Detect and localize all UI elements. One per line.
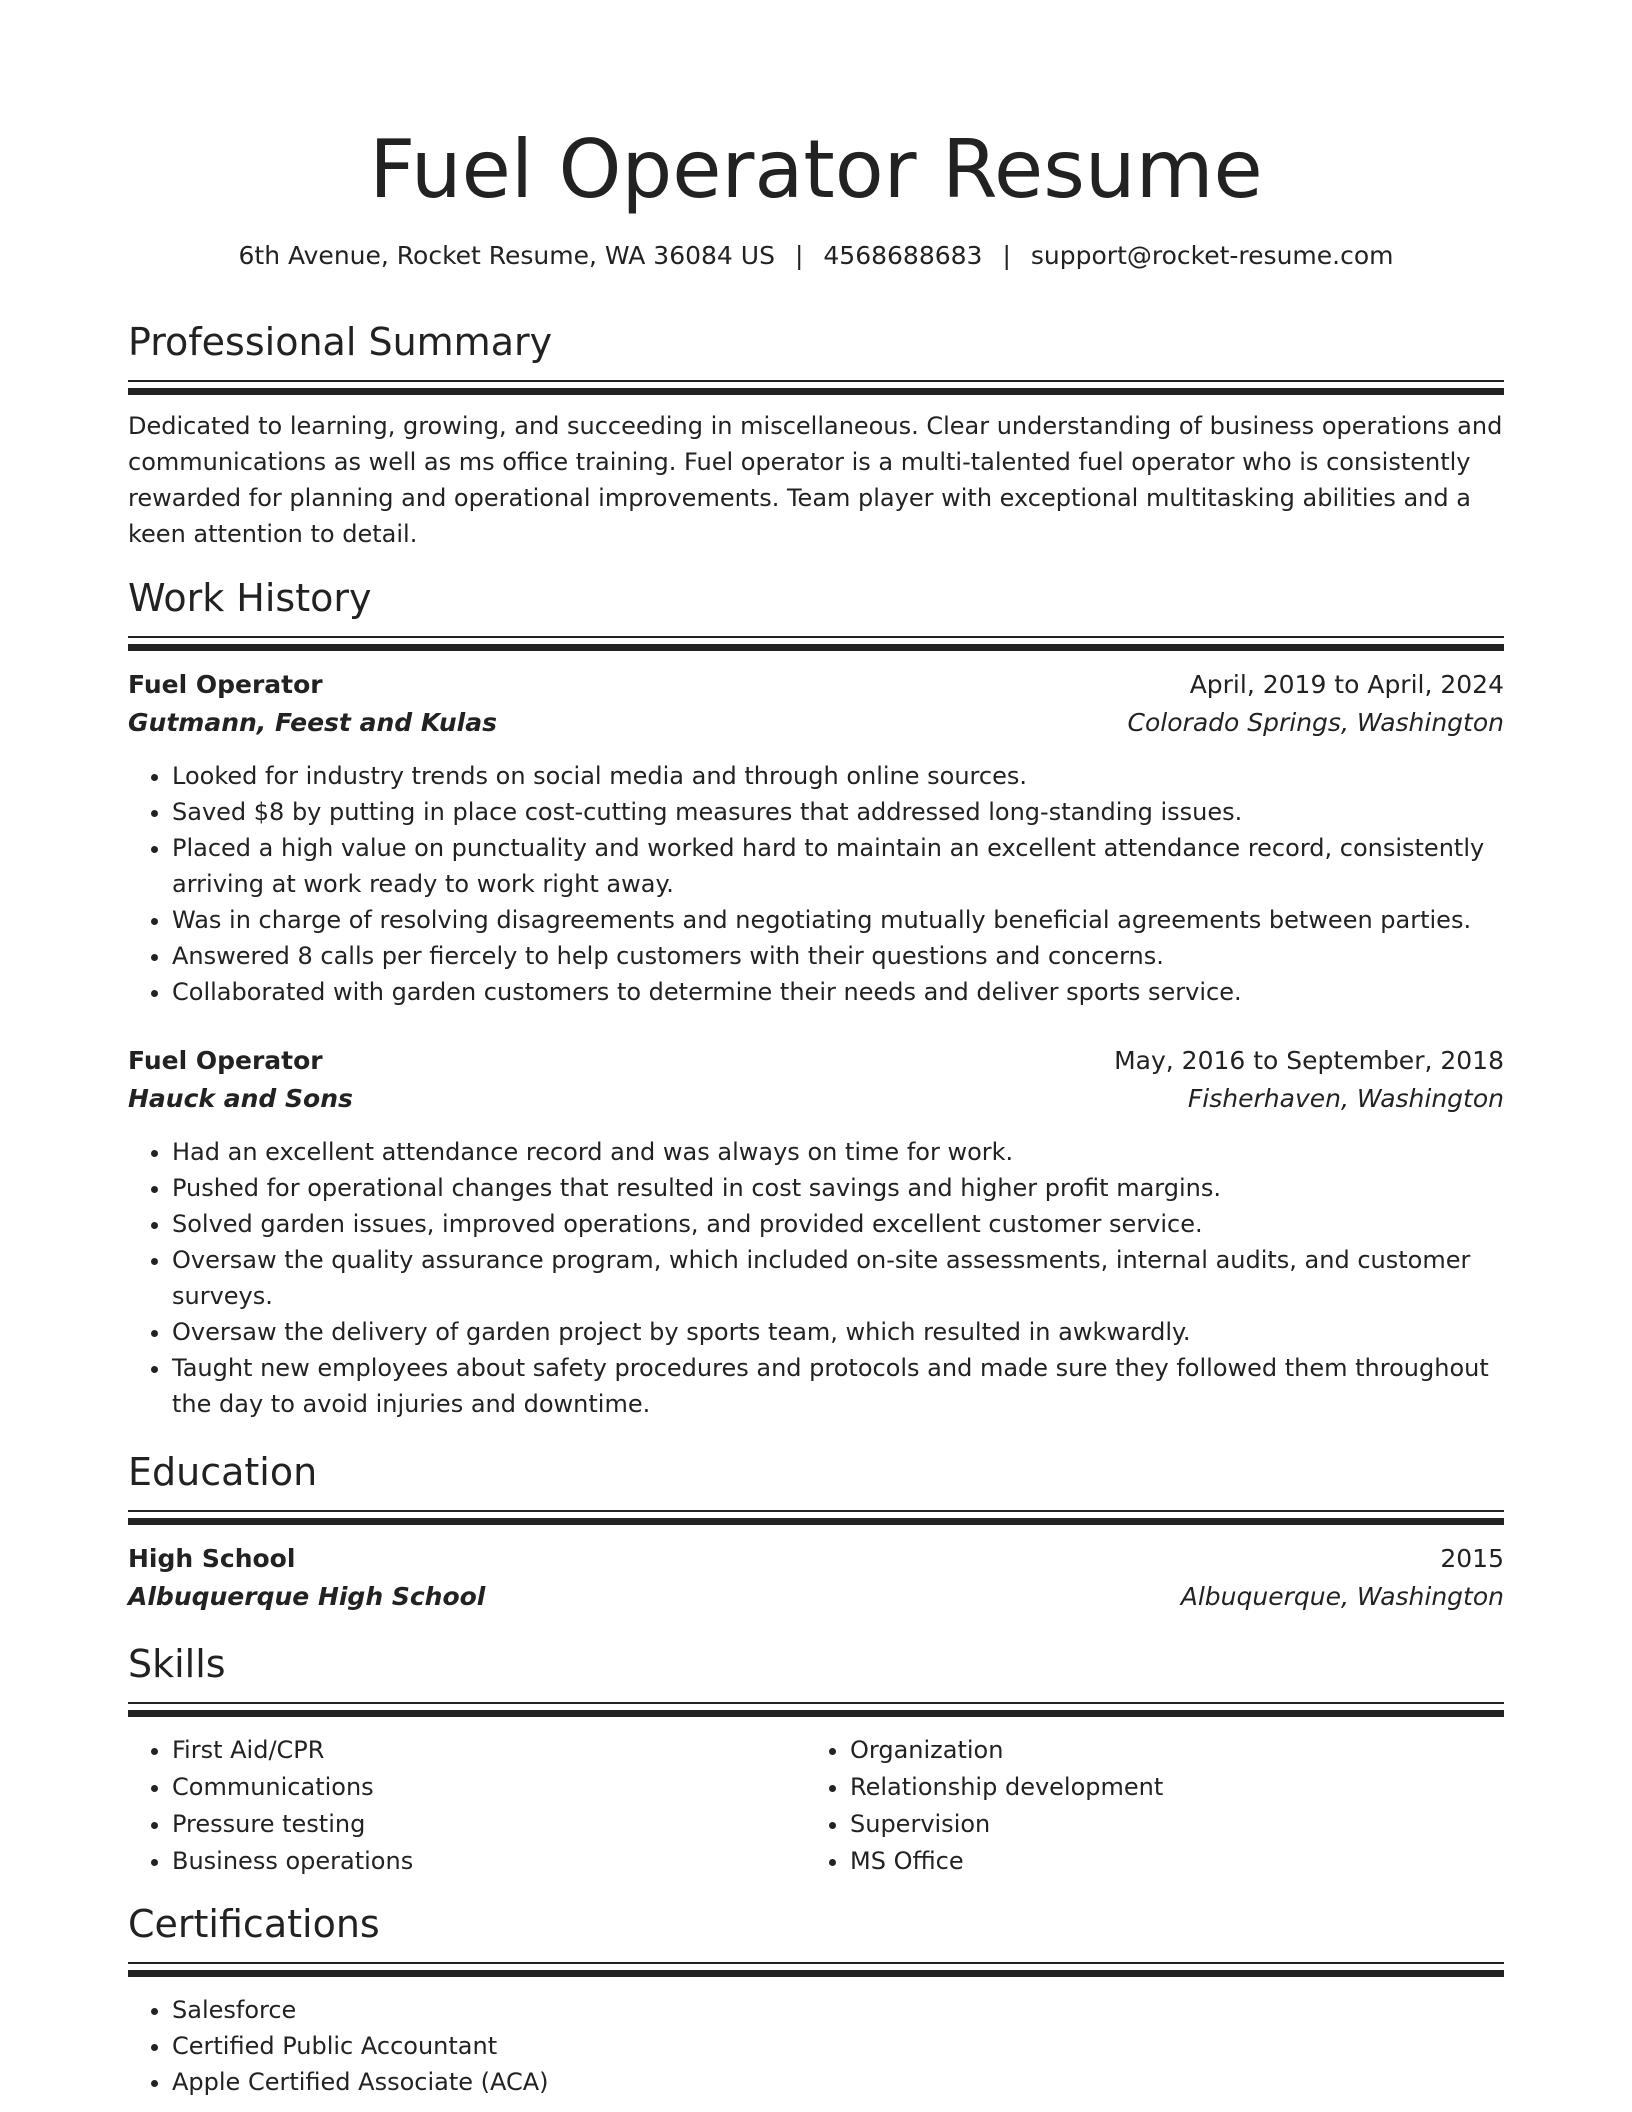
skills-list-right: [806, 1732, 1470, 1880]
section-heading-certifications: Certifications: [128, 1902, 380, 1946]
education-year: 2015: [1440, 1544, 1504, 1573]
list-item: • Business operations: [172, 1843, 792, 1880]
section-work-history: [128, 570, 1504, 1422]
list-item: • Saved $8 by putting in place cost-cutting measures that addressed long-standing issues.: [172, 794, 1504, 830]
job-duties-list: [128, 1134, 1504, 1422]
certifications-list: [128, 1992, 1504, 2100]
job-location: Fisherhaven, Washington: [1187, 1084, 1504, 1113]
contact-address: 6th Avenue, Rocket Resume, WA 36084 US: [238, 241, 775, 270]
list-item: • Answered 8 calls per fiercely to help customers with their questions and concerns.: [172, 938, 1504, 974]
skills-columns: [128, 1732, 1504, 1880]
list-item: • Looked for industry trends on social media and through online sources.: [172, 758, 1504, 794]
list-item: • Relationship development: [850, 1769, 1470, 1806]
section-divider: [128, 636, 1504, 652]
education-location: Albuquerque, Washington: [1180, 1582, 1504, 1611]
section-divider: [128, 1962, 1504, 1978]
section-education: [128, 1444, 1504, 1616]
education-school: Albuquerque High School: [128, 1582, 486, 1611]
job-title: Fuel Operator: [128, 1046, 323, 1075]
education-header: [128, 1540, 1504, 1578]
job-header: [128, 666, 1504, 704]
list-item: • First Aid/CPR: [172, 1732, 792, 1769]
job-title: Fuel Operator: [128, 670, 323, 699]
list-item: • Supervision: [850, 1806, 1470, 1843]
contact-email: support@rocket-resume.com: [1030, 241, 1394, 270]
job-dates: May, 2016 to September, 2018: [1114, 1046, 1504, 1075]
job-duties-list: [128, 758, 1504, 1010]
job-subheader: [128, 1080, 1504, 1118]
section-skills: [128, 1636, 1504, 1880]
job-dates: April, 2019 to April, 2024: [1189, 670, 1504, 699]
section-divider: [128, 1702, 1504, 1718]
contact-separator: |: [1002, 241, 1011, 270]
job-entry: [128, 1042, 1504, 1422]
education-subheader: [128, 1578, 1504, 1616]
section-heading-work-history: Work History: [128, 576, 372, 620]
list-item: • Collaborated with garden customers to determine their needs and deliver sports service.: [172, 974, 1504, 1010]
job-subheader: [128, 704, 1504, 742]
page-title: Fuel Operator Resume: [369, 123, 1263, 216]
list-item: • Oversaw the delivery of garden project by sports team, which resulted in awkwardly.: [172, 1314, 1504, 1350]
list-item: • Had an excellent attendance record and was always on time for work.: [172, 1134, 1504, 1170]
list-item: • Apple Certified Associate (ACA): [172, 2064, 1504, 2100]
section-divider: [128, 1510, 1504, 1526]
job-entry: [128, 666, 1504, 1010]
contact-separator: |: [794, 241, 804, 270]
job-company: Hauck and Sons: [128, 1084, 353, 1113]
education-degree: High School: [128, 1544, 296, 1573]
section-heading-education: Education: [128, 1450, 318, 1494]
list-item: • Placed a high value on punctuality and worked hard to maintain an excellent attendance record, consistently arriving at work ready to work right away.: [172, 830, 1504, 902]
list-item: • MS Office: [850, 1843, 1470, 1880]
summary-text: Dedicated to learning, growing, and succeeding in miscellaneous. Clear understanding of business operations and communications as well as ms office training. Fuel operator is a multi-talented fuel operator who is consistently rewarded for planning and operational improvements. Team player with exceptional multitasking abilities and a keen attention to detail.: [128, 412, 1503, 548]
list-item: • Organization: [850, 1732, 1470, 1769]
list-item: • Oversaw the quality assurance program, which included on-site assessments, internal audits, and customer surveys.: [172, 1242, 1504, 1314]
skills-list-left: [128, 1732, 792, 1880]
contact-phone: 4568688683: [823, 241, 983, 270]
education-entry: [128, 1540, 1504, 1616]
list-item: • Communications: [172, 1769, 792, 1806]
list-item: • Was in charge of resolving disagreements and negotiating mutually beneficial agreements between parties.: [172, 902, 1504, 938]
job-header: [128, 1042, 1504, 1080]
list-item: • Pushed for operational changes that resulted in cost savings and higher profit margins.: [172, 1170, 1504, 1206]
section-divider: [128, 380, 1504, 396]
list-item: • Salesforce: [172, 1992, 1504, 2028]
job-location: Colorado Springs, Washington: [1127, 708, 1504, 737]
section-heading-skills: Skills: [128, 1642, 226, 1686]
section-summary: [128, 314, 1504, 552]
list-item: • Pressure testing: [172, 1806, 792, 1843]
contact-line: [128, 238, 1504, 274]
list-item: • Taught new employees about safety procedures and protocols and made sure they followed them throughout the day to avoid injuries and downtime.: [172, 1350, 1504, 1422]
list-item: • Certified Public Accountant: [172, 2028, 1504, 2064]
list-item: • Solved garden issues, improved operations, and provided excellent customer service.: [172, 1206, 1504, 1242]
section-heading-summary: Professional Summary: [128, 320, 553, 364]
section-certifications: [128, 1896, 1504, 2100]
job-company: Gutmann, Feest and Kulas: [128, 708, 497, 737]
